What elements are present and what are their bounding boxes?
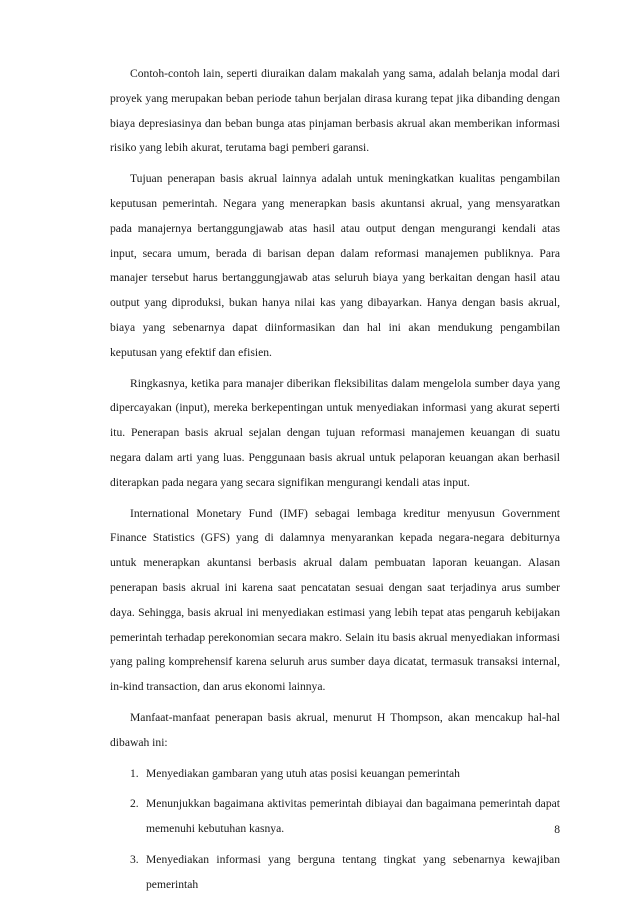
list-item-text: Menyediakan informasi yang berguna tentang tingkat yang sebenarnya kewajiban pemerintah <box>146 852 560 891</box>
list-item <box>110 792 560 842</box>
page-number: 8 <box>554 823 560 836</box>
document-body <box>110 62 560 904</box>
list-item <box>110 848 560 898</box>
paragraph-3: Ringkasnya, ketika para manajer diberikan fleksibilitas dalam mengelola sumber daya yang dipercayakan (input), mereka berkepentingan untuk menyediakan informasi yang akurat seperti itu. Penerapan basis akrual sejalan dengan tujuan reformasi manajemen keuangan di suatu negara dalam arti yang luas. Penggunaan basis akrual untuk pelaporan keuangan akan berhasil diterapkan pada negara yang secara signifikan mengurangi kendali atas input. <box>110 376 560 489</box>
paragraph-2: Tujuan penerapan basis akrual lainnya adalah untuk meningkatkan kualitas pengambilan keputusan pemerintah. Negara yang menerapkan basis akuntansi akrual, yang mensyaratkan pada manajernya bertanggungjawab atas hasil atau output dengan mengurangi kendali atas input, secara umum, berada di barisan depan dalam reformasi manajemen publiknya. Para manajer tersebut harus bertanggungjawab atas seluruh biaya yang berkaitan dengan hasil atau output yang diproduksi, bukan hanya nilai kas yang dibayarkan. Hanya dengan basis akrual, biaya yang sebenarnya dapat diinformasikan dan hal ini akan mendukung pengambilan keputusan yang efektif dan efisien. <box>110 172 560 359</box>
list-item-number: 3. <box>130 852 139 866</box>
list-item-number: 2. <box>130 797 139 811</box>
list-item-text: Menyediakan gambaran yang utuh atas posisi keuangan pemerintah <box>146 766 460 780</box>
paragraph-5: Manfaat-manfaat penerapan basis akrual, menurut H Thompson, akan mencakup hal-hal dibawah ini: <box>110 710 560 749</box>
paragraph-4: International Monetary Fund (IMF) sebagai lembaga kreditur menyusun Government Finance Statistics (GFS) yang di dalamnya menyarankan kepada negara-negara debiturnya untuk menerapkan akuntansi berbasis akrual dalam pembuatan laporan keuangan. Alasan penerapan basis akrual ini karena saat pencatatan sesuai dengan saat terjadinya arus sumber daya. Sehingga, basis akrual ini menyediakan estimasi yang lebih tepat atas pengaruh kebijakan pemerintah terhadap perekonomian secara makro. Selain itu basis akrual menyediakan informasi yang paling komprehensif karena seluruh arus sumber daya dicatat, termasuk transaksi internal, in-kind transaction, dan arus ekonomi lainnya. <box>110 506 560 694</box>
list-item-text: Menunjukkan bagaimana aktivitas pemerintah dibiayai dan bagaimana pemerintah dapat memenuhi kebutuhan kasnya. <box>146 797 560 836</box>
list-item-number: 1. <box>130 766 139 780</box>
paragraph-1: Contoh-contoh lain, seperti diuraikan dalam makalah yang sama, adalah belanja modal dari proyek yang merupakan beban periode tahun berjalan dirasa kurang tepat jika dibanding dengan biaya depresiasinya dan beban bunga atas pinjaman berbasis akrual akan memberikan informasi risiko yang lebih akurat, terutama bagi pemberi garansi. <box>110 67 560 155</box>
list-item <box>110 762 560 787</box>
benefits-list <box>110 762 560 898</box>
